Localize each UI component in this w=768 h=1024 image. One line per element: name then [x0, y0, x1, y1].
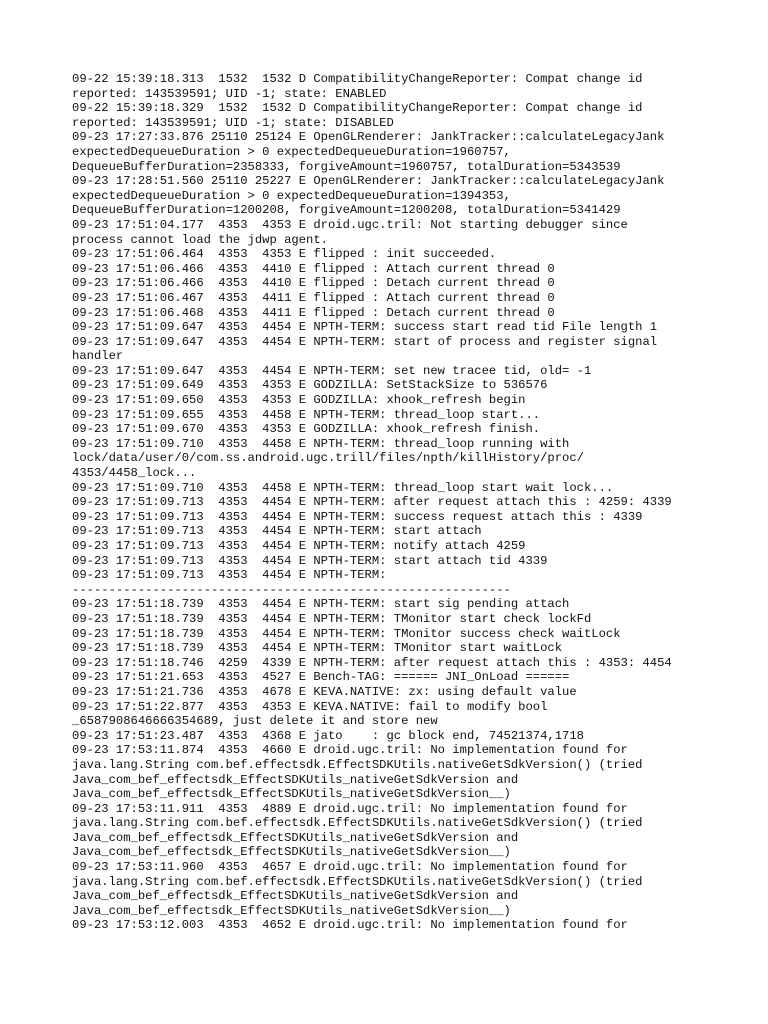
log-line: 09-23 17:51:18.746 4259 4339 E NPTH-TERM: after request attach this : 4353: 4454: [72, 655, 672, 670]
log-line: 09-23 17:27:33.876 25110 25124 E OpenGLRenderer: JankTracker::calculateLegacyJank: [72, 130, 665, 145]
log-line: Java_com_bef_effectsdk_EffectSDKUtils_nativeGetSdkVersion__): [72, 787, 511, 802]
log-line: 09-23 17:51:21.736 4353 4678 E KEVA.NATIVE: zx: using default value: [72, 684, 577, 699]
log-line: 09-23 17:51:09.647 4353 4454 E NPTH-TERM: start of process and register signal: [72, 334, 658, 349]
log-line: reported: 143539591; UID -1; state: ENABLED: [72, 86, 387, 101]
log-line: 09-23 17:53:12.003 4353 4652 E droid.ugc.tril: No implementation found for: [72, 918, 628, 933]
log-line: 09-23 17:51:09.713 4353 4454 E NPTH-TERM: success request attach this : 4339: [72, 509, 643, 524]
log-line: Java_com_bef_effectsdk_EffectSDKUtils_nativeGetSdkVersion and: [72, 889, 519, 904]
log-line: 09-23 17:51:09.713 4353 4454 E NPTH-TERM: start attach: [72, 524, 482, 539]
log-line: 09-22 15:39:18.329 1532 1532 D CompatibilityChangeReporter: Compat change id: [72, 101, 643, 116]
log-line: 09-23 17:51:09.647 4353 4454 E NPTH-TERM: success start read tid File length 1: [72, 320, 658, 335]
log-line: 09-22 15:39:18.313 1532 1532 D CompatibilityChangeReporter: Compat change id: [72, 72, 643, 86]
log-line: java.lang.String com.bef.effectsdk.EffectSDKUtils.nativeGetSdkVersion() (tried: [72, 816, 643, 831]
log-line: reported: 143539591; UID -1; state: DISABLED: [72, 115, 394, 130]
log-line: DequeueBufferDuration=2358333, forgiveAmount=1960757, totalDuration=5343539: [72, 159, 621, 174]
log-line: 09-23 17:51:09.655 4353 4458 E NPTH-TERM: thread_loop start...: [72, 407, 541, 422]
log-line: 09-23 17:51:09.710 4353 4458 E NPTH-TERM: thread_loop running with: [72, 436, 570, 451]
log-line: expectedDequeueDuration > 0 expectedDequeueDuration=1960757,: [72, 144, 511, 159]
log-line: expectedDequeueDuration > 0 expectedDequeueDuration=1394353,: [72, 188, 511, 203]
log-line: 09-23 17:51:06.464 4353 4353 E flipped : init succeeded.: [72, 247, 497, 262]
log-line: 09-23 17:51:22.877 4353 4353 E KEVA.NATIVE: fail to modify bool: [72, 699, 548, 714]
log-line: 09-23 17:51:09.670 4353 4353 E GODZILLA: xhook_refresh finish.: [72, 422, 541, 437]
log-line: 09-23 17:51:04.177 4353 4353 E droid.ugc.tril: Not starting debugger since: [72, 217, 628, 232]
log-line: 09-23 17:51:06.466 4353 4410 E flipped : Attach current thread 0: [72, 261, 555, 276]
log-line: ------------------------------------------------------------: [72, 582, 511, 597]
log-line: lock/data/user/0/com.ss.android.ugc.trill/files/npth/killHistory/proc/: [72, 451, 584, 466]
log-line: DequeueBufferDuration=1200208, forgiveAmount=1200208, totalDuration=5341429: [72, 203, 621, 218]
log-line: 09-23 17:51:09.647 4353 4454 E NPTH-TERM: set new tracee tid, old= -1: [72, 363, 592, 378]
log-line: 09-23 17:53:11.960 4353 4657 E droid.ugc.tril: No implementation found for: [72, 860, 628, 875]
log-line: 09-23 17:51:18.739 4353 4454 E NPTH-TERM: TMonitor success check waitLock: [72, 626, 621, 641]
log-line: 09-23 17:51:18.739 4353 4454 E NPTH-TERM: TMonitor start check lockFd: [72, 611, 592, 626]
log-line: 09-23 17:51:18.739 4353 4454 E NPTH-TERM: TMonitor start waitLock: [72, 641, 563, 656]
log-line: Java_com_bef_effectsdk_EffectSDKUtils_nativeGetSdkVersion__): [72, 845, 511, 860]
log-line: 09-23 17:53:11.874 4353 4660 E droid.ugc.tril: No implementation found for: [72, 743, 628, 758]
log-line: 09-23 17:51:06.468 4353 4411 E flipped : Detach current thread 0: [72, 305, 555, 320]
log-text-block: [72, 72, 712, 933]
log-line: 09-23 17:51:09.713 4353 4454 E NPTH-TERM: start attach tid 4339: [72, 553, 548, 568]
log-line: 09-23 17:51:09.713 4353 4454 E NPTH-TERM:: [72, 568, 387, 583]
log-line: _6587908646666354689, just delete it and store new: [72, 714, 438, 729]
log-line: java.lang.String com.bef.effectsdk.EffectSDKUtils.nativeGetSdkVersion() (tried: [72, 874, 643, 889]
log-line: Java_com_bef_effectsdk_EffectSDKUtils_nativeGetSdkVersion__): [72, 903, 511, 918]
log-line: 4353/4458_lock...: [72, 466, 197, 481]
log-line: 09-23 17:51:18.739 4353 4454 E NPTH-TERM: start sig pending attach: [72, 597, 570, 612]
log-line: handler: [72, 349, 124, 364]
log-line: java.lang.String com.bef.effectsdk.EffectSDKUtils.nativeGetSdkVersion() (tried: [72, 757, 643, 772]
log-line: 09-23 17:51:09.710 4353 4458 E NPTH-TERM: thread_loop start wait lock...: [72, 480, 614, 495]
log-line: Java_com_bef_effectsdk_EffectSDKUtils_nativeGetSdkVersion and: [72, 830, 519, 845]
log-line: 09-23 17:51:09.713 4353 4454 E NPTH-TERM: after request attach this : 4259: 4339: [72, 495, 672, 510]
log-line: 09-23 17:51:06.467 4353 4411 E flipped : Attach current thread 0: [72, 290, 555, 305]
log-line: 09-23 17:51:09.713 4353 4454 E NPTH-TERM: notify attach 4259: [72, 539, 526, 553]
log-line: 09-23 17:51:09.650 4353 4353 E GODZILLA: xhook_refresh begin: [72, 393, 526, 408]
log-line: 09-23 17:51:09.649 4353 4353 E GODZILLA: SetStackSize to 536576: [72, 378, 548, 393]
log-line: 09-23 17:53:11.911 4353 4889 E droid.ugc.tril: No implementation found for: [72, 801, 628, 816]
log-line: 09-23 17:28:51.560 25110 25227 E OpenGLRenderer: JankTracker::calculateLegacyJank: [72, 174, 665, 189]
log-line: Java_com_bef_effectsdk_EffectSDKUtils_nativeGetSdkVersion and: [72, 772, 519, 787]
log-line: process cannot load the jdwp agent.: [72, 232, 328, 247]
log-line: 09-23 17:51:23.487 4353 4368 E jato : gc block end, 74521374,1718: [72, 728, 584, 743]
log-line: 09-23 17:51:21.653 4353 4527 E Bench-TAG: ====== JNI_OnLoad ======: [72, 670, 570, 685]
log-line: 09-23 17:51:06.466 4353 4410 E flipped : Detach current thread 0: [72, 276, 555, 291]
